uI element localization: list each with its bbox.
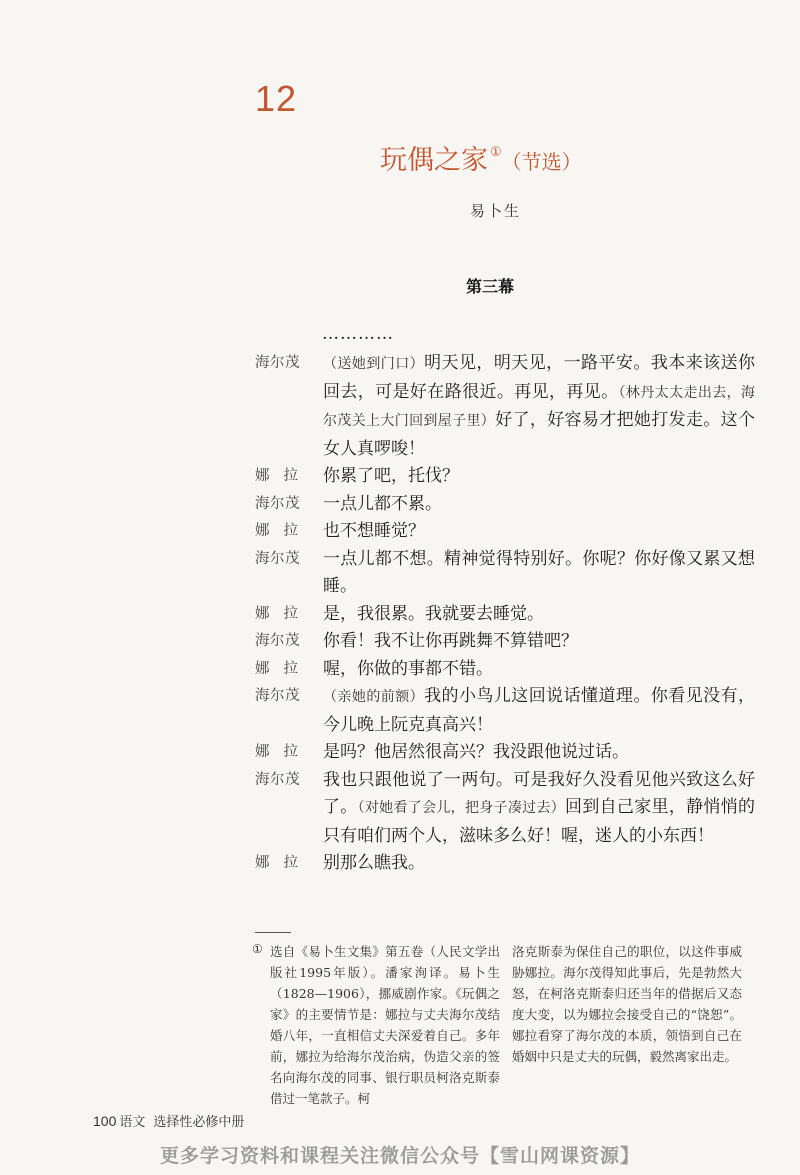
speech-text bbox=[323, 491, 755, 519]
act-heading: 第三幕 bbox=[466, 279, 515, 296]
dialogue bbox=[255, 350, 755, 878]
speaker-name: 娜拉 bbox=[255, 523, 312, 539]
speech-segment: 是，我很累。我就要去睡觉。 bbox=[323, 603, 544, 624]
speech-segment: 你看！我不让你再跳舞不算错吧？ bbox=[323, 631, 578, 651]
speech-segment: 你累了吧，托伐？ bbox=[323, 466, 459, 486]
stage-direction: （送她到门口） bbox=[323, 356, 425, 372]
title-footnote-mark[interactable]: ① bbox=[490, 145, 502, 160]
speaker-name: 海尔茂 bbox=[255, 495, 300, 512]
speech-segment: 也不想睡觉？ bbox=[323, 521, 425, 541]
speech-text bbox=[323, 601, 755, 629]
dialogue-line bbox=[255, 463, 755, 491]
footer-book: 选择性必修中册 bbox=[153, 1115, 245, 1130]
speech-segment: 回到自己家里，静悄悄的只有咱们两个人，滋味多么好！喔，迷人的小东西！ bbox=[323, 797, 756, 846]
speech-segment: 喔，你做的事都不错。 bbox=[323, 658, 493, 679]
speech-segment: 一点儿都不想。精神觉得特别好。你呢？你好像又累又想睡。 bbox=[323, 548, 755, 596]
ellipsis: ………… bbox=[322, 324, 394, 344]
speech-text bbox=[323, 463, 755, 491]
speech-text bbox=[323, 656, 755, 684]
footnote-text-right: 洛克斯泰为保住自己的职位，以这件事威胁娜拉。海尔茂得知此事后，先是勃然大怒，在柯洛克斯泰归还当年的借据后又态度大变，以为娜拉会接受自己的“饶恕”。娜拉看穿了海尔茂的本质，领悟到自己在婚姻中只是丈夫的玩偶，毅然离家出走。 bbox=[512, 944, 742, 1064]
speaker-name: 娜拉 bbox=[255, 660, 312, 677]
dialogue-line bbox=[255, 850, 755, 878]
page-title bbox=[380, 138, 582, 177]
dialogue-line bbox=[255, 491, 755, 519]
stage-direction: （亲她的前额） bbox=[323, 689, 425, 705]
speech-text bbox=[323, 628, 755, 656]
speech-text bbox=[323, 350, 755, 463]
watermark: 更多学习资料和课程关注微信公众号【雪山网课资源】 bbox=[159, 1145, 640, 1167]
speaker-name: 娜拉 bbox=[255, 605, 312, 622]
dialogue-line bbox=[255, 683, 755, 739]
speaker-name: 海尔茂 bbox=[255, 688, 300, 704]
dialogue-line bbox=[255, 601, 755, 629]
speech-text bbox=[323, 546, 755, 601]
footer-subject: 语文 bbox=[119, 1115, 146, 1130]
speech-segment: 我也只跟他说了一两句。可是我好久没看见他兴致这么好了。 bbox=[323, 769, 755, 817]
dialogue-line bbox=[255, 518, 755, 546]
dialogue-line bbox=[255, 739, 755, 767]
title-subtitle: （节选） bbox=[501, 150, 582, 174]
speech-segment: 是吗？他居然很高兴？我没跟他说过话。 bbox=[323, 742, 629, 762]
speech-text bbox=[323, 767, 755, 851]
footnote-divider bbox=[255, 932, 291, 933]
speaker-name: 海尔茂 bbox=[255, 355, 300, 371]
dialogue-line bbox=[255, 628, 755, 656]
speaker-name: 娜拉 bbox=[255, 855, 312, 871]
speech-segment: 别那么瞧我。 bbox=[323, 853, 425, 873]
speech-text bbox=[323, 518, 755, 546]
speech-text bbox=[323, 683, 755, 739]
speaker-name: 海尔茂 bbox=[255, 771, 300, 788]
speech-text bbox=[323, 850, 755, 878]
dialogue-line bbox=[255, 767, 755, 851]
speaker-name: 海尔茂 bbox=[255, 550, 300, 567]
speech-segment: 我的小鸟儿这回说话懂道理。你看见没有，今儿晚上阮克真高兴！ bbox=[323, 686, 756, 735]
author: 易卜生 bbox=[470, 202, 522, 220]
speech-segment: 好了，好容易才把她打发走。这个女人真啰唆！ bbox=[323, 410, 756, 459]
speaker-name: 海尔茂 bbox=[255, 633, 300, 649]
page-footer bbox=[93, 1111, 252, 1130]
speaker-name: 娜拉 bbox=[255, 744, 312, 760]
dialogue-line bbox=[255, 546, 755, 601]
dialogue-line bbox=[255, 656, 755, 684]
lesson-number: 12 bbox=[255, 78, 298, 119]
speech-text bbox=[323, 739, 755, 767]
speaker-name: 娜拉 bbox=[255, 468, 312, 484]
title-main: 玩偶之家 bbox=[380, 145, 488, 176]
speech-segment: 一点儿都不累。 bbox=[323, 493, 442, 514]
footnote-marker: ① bbox=[252, 942, 263, 956]
stage-direction: （对她看了会儿，把身子凑过去） bbox=[357, 800, 566, 816]
dialogue-line bbox=[255, 350, 755, 463]
footnote-text-left: 选自《易卜生文集》第五卷（人民文学出版社1995年版）。潘家洵译。易卜生（1828—1906），挪威剧作家。《玩偶之家》的主要情节是：娜拉与丈夫海尔茂结婚八年，一直相信丈夫深爱着自己。多年前，娜拉为给海尔茂治病，伪造父亲的签名向海尔茂的同事、银行职员柯洛克斯泰借过一笔款子。柯 bbox=[270, 944, 500, 1106]
stage-direction: （林丹太太走出去，海尔茂关上大门回到屋子里） bbox=[323, 384, 756, 429]
page-number: 100 bbox=[93, 1113, 117, 1129]
speech-segment: 明天见，明天见，一路平安。我本来该送你回去，可是好在路很近。再见，再见。 bbox=[323, 353, 756, 402]
